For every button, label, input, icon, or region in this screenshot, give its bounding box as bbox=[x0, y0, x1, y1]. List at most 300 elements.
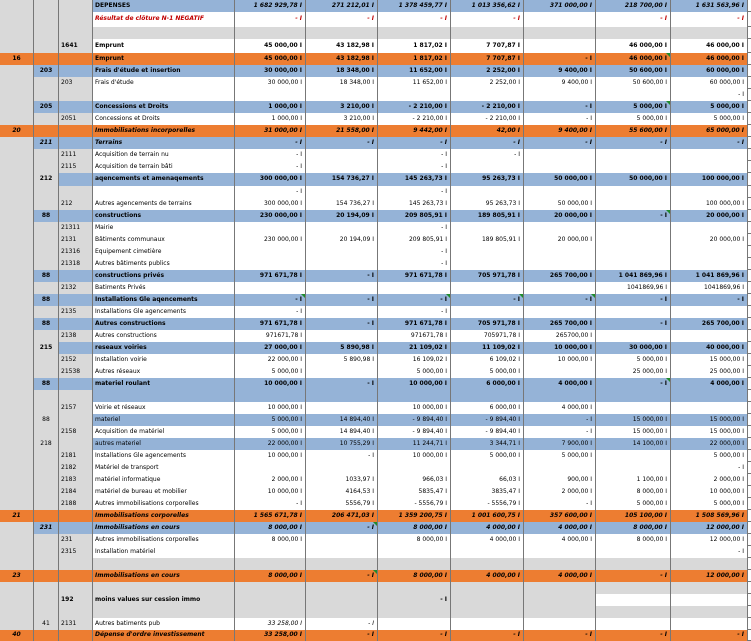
table-cell[interactable] bbox=[524, 582, 596, 594]
table-cell[interactable]: 900,00 I bbox=[524, 474, 596, 486]
table-cell[interactable]: 10 000,00 I bbox=[524, 354, 596, 366]
table-cell[interactable] bbox=[524, 594, 596, 606]
table-cell[interactable]: 50 000,00 I bbox=[524, 173, 596, 186]
table-cell[interactable]: - I bbox=[524, 630, 596, 641]
table-cell[interactable] bbox=[235, 546, 306, 558]
table-cell[interactable]: 8 000,00 I bbox=[596, 522, 671, 534]
table-cell[interactable]: 10 000,00 I bbox=[235, 402, 306, 414]
table-cell[interactable] bbox=[451, 258, 524, 270]
table-cell[interactable] bbox=[59, 101, 93, 113]
table-cell[interactable]: 1033,97 I bbox=[306, 474, 378, 486]
table-cell[interactable]: 145 263,73 I bbox=[378, 173, 451, 186]
table-cell[interactable]: 10 000,00 I bbox=[235, 486, 306, 498]
table-cell[interactable]: - I bbox=[235, 12, 306, 27]
table-cell[interactable] bbox=[59, 27, 93, 39]
table-cell[interactable] bbox=[34, 606, 59, 618]
table-cell[interactable]: 5 000,00 I bbox=[671, 101, 748, 113]
table-cell[interactable]: - I bbox=[596, 12, 671, 27]
table-cell[interactable] bbox=[0, 378, 34, 390]
table-cell[interactable]: 10 000,00 I bbox=[235, 450, 306, 462]
table-cell[interactable]: 231 bbox=[59, 534, 93, 546]
table-cell[interactable]: - I bbox=[524, 53, 596, 65]
table-cell[interactable]: Concessions et Droits bbox=[93, 113, 235, 125]
table-cell[interactable]: 4 000,00 I bbox=[524, 570, 596, 582]
table-cell[interactable] bbox=[235, 282, 306, 294]
table-cell[interactable] bbox=[59, 630, 93, 641]
table-cell[interactable]: - I bbox=[378, 630, 451, 641]
table-cell[interactable] bbox=[0, 414, 34, 426]
table-cell[interactable]: 50 000,00 I bbox=[524, 198, 596, 210]
table-cell[interactable]: Mairie bbox=[93, 222, 235, 234]
table-cell[interactable] bbox=[596, 234, 671, 246]
table-cell[interactable] bbox=[34, 27, 59, 39]
table-cell[interactable]: 10 755,29 I bbox=[306, 438, 378, 450]
table-cell[interactable] bbox=[34, 198, 59, 210]
table-cell[interactable] bbox=[671, 618, 748, 630]
table-cell[interactable]: - I bbox=[596, 630, 671, 641]
table-cell[interactable] bbox=[671, 161, 748, 173]
table-cell[interactable]: - 2 210,00 I bbox=[378, 101, 451, 113]
table-cell[interactable]: 33 258,00 I bbox=[235, 630, 306, 641]
table-cell[interactable] bbox=[34, 0, 59, 12]
table-cell[interactable]: 60 000,00 I bbox=[671, 77, 748, 89]
table-cell[interactable]: - 9 894,40 I bbox=[451, 414, 524, 426]
table-cell[interactable] bbox=[524, 606, 596, 618]
table-cell[interactable] bbox=[596, 306, 671, 318]
table-cell[interactable] bbox=[235, 594, 306, 606]
table-cell[interactable] bbox=[524, 390, 596, 402]
table-cell[interactable]: - I bbox=[524, 498, 596, 510]
table-cell[interactable]: 4 000,00 I bbox=[524, 522, 596, 534]
table-cell[interactable] bbox=[34, 89, 59, 101]
table-cell[interactable]: - I bbox=[306, 618, 378, 630]
table-cell[interactable]: - I bbox=[306, 378, 378, 390]
table-cell[interactable]: 16 bbox=[0, 53, 34, 65]
table-cell[interactable] bbox=[378, 582, 451, 594]
table-cell[interactable]: 8 000,00 I bbox=[235, 534, 306, 546]
table-cell[interactable]: 5 890,98 I bbox=[306, 342, 378, 354]
table-cell[interactable]: 10 000,00 I bbox=[235, 378, 306, 390]
table-cell[interactable] bbox=[671, 402, 748, 414]
table-cell[interactable] bbox=[34, 594, 59, 606]
table-cell[interactable]: 45 000,00 I bbox=[235, 39, 306, 53]
table-cell[interactable]: materiel bbox=[93, 414, 235, 426]
table-cell[interactable]: 2115 bbox=[59, 161, 93, 173]
table-cell[interactable] bbox=[524, 306, 596, 318]
table-cell[interactable]: 971 671,78 I bbox=[378, 270, 451, 282]
table-cell[interactable]: constructions bbox=[93, 210, 235, 222]
table-cell[interactable]: 43 182,98 I bbox=[306, 53, 378, 65]
table-cell[interactable]: 5 000,00 I bbox=[235, 414, 306, 426]
table-cell[interactable]: 11 244,71 I bbox=[378, 438, 451, 450]
table-cell[interactable]: - I bbox=[378, 594, 451, 606]
table-cell[interactable]: - I bbox=[378, 12, 451, 27]
table-cell[interactable] bbox=[451, 546, 524, 558]
table-cell[interactable]: 30 000,00 I bbox=[235, 65, 306, 77]
table-cell[interactable]: 2131 bbox=[59, 234, 93, 246]
table-cell[interactable] bbox=[34, 390, 59, 402]
table-cell[interactable] bbox=[451, 282, 524, 294]
table-cell[interactable]: Autres constructions bbox=[93, 330, 235, 342]
table-cell[interactable]: 4 000,00 I bbox=[451, 534, 524, 546]
table-cell[interactable] bbox=[59, 270, 93, 282]
table-cell[interactable]: 50 600,00 I bbox=[596, 77, 671, 89]
table-cell[interactable]: - I bbox=[596, 137, 671, 149]
table-cell[interactable] bbox=[34, 558, 59, 570]
table-cell[interactable]: 5 000,00 I bbox=[451, 366, 524, 378]
table-cell[interactable]: 25 000,00 I bbox=[671, 366, 748, 378]
table-cell[interactable] bbox=[378, 618, 451, 630]
table-cell[interactable]: 230 000,00 I bbox=[235, 234, 306, 246]
table-cell[interactable]: 18 348,00 I bbox=[306, 65, 378, 77]
table-cell[interactable] bbox=[306, 282, 378, 294]
table-cell[interactable] bbox=[596, 27, 671, 39]
table-cell[interactable] bbox=[93, 186, 235, 198]
table-cell[interactable]: - I bbox=[451, 294, 524, 306]
table-cell[interactable]: - 5556,79 I bbox=[451, 498, 524, 510]
table-cell[interactable]: 8 000,00 I bbox=[235, 522, 306, 534]
table-cell[interactable]: - 2 210,00 I bbox=[451, 101, 524, 113]
table-cell[interactable]: 271 212,01 I bbox=[306, 0, 378, 12]
table-cell[interactable] bbox=[596, 330, 671, 342]
table-cell[interactable]: - I bbox=[671, 630, 748, 641]
table-cell[interactable]: Matériel de transport bbox=[93, 462, 235, 474]
table-cell[interactable]: 6 000,00 I bbox=[451, 402, 524, 414]
table-cell[interactable] bbox=[524, 161, 596, 173]
table-cell[interactable]: 205 bbox=[34, 101, 59, 113]
table-cell[interactable]: 4 000,00 I bbox=[451, 522, 524, 534]
table-cell[interactable]: 46 000,00 I bbox=[671, 53, 748, 65]
table-cell[interactable]: 1 041 869,96 I bbox=[596, 270, 671, 282]
table-cell[interactable] bbox=[671, 330, 748, 342]
table-cell[interactable] bbox=[34, 498, 59, 510]
table-cell[interactable]: 8 000,00 I bbox=[235, 570, 306, 582]
table-cell[interactable]: Installation voirie bbox=[93, 354, 235, 366]
table-cell[interactable] bbox=[0, 27, 34, 39]
table-cell[interactable]: 145 263,73 I bbox=[378, 198, 451, 210]
table-cell[interactable] bbox=[34, 366, 59, 378]
table-cell[interactable]: 203 bbox=[34, 65, 59, 77]
table-cell[interactable]: 265700,00 I bbox=[524, 330, 596, 342]
table-cell[interactable]: - I bbox=[671, 546, 748, 558]
table-cell[interactable]: 300 000,00 I bbox=[235, 173, 306, 186]
table-cell[interactable] bbox=[596, 606, 671, 618]
table-cell[interactable] bbox=[306, 258, 378, 270]
table-cell[interactable] bbox=[34, 546, 59, 558]
table-cell[interactable]: 4 000,00 I bbox=[671, 378, 748, 390]
table-cell[interactable]: 15 000,00 I bbox=[671, 354, 748, 366]
table-cell[interactable] bbox=[0, 306, 34, 318]
table-cell[interactable]: 215 bbox=[34, 342, 59, 354]
table-cell[interactable]: 2158 bbox=[59, 426, 93, 438]
table-cell[interactable]: Autres constructions bbox=[93, 318, 235, 330]
table-cell[interactable] bbox=[34, 113, 59, 125]
table-cell[interactable]: 1 682 929,78 I bbox=[235, 0, 306, 12]
table-cell[interactable]: Acquisition de matériel bbox=[93, 426, 235, 438]
table-cell[interactable]: 1 508 569,96 I bbox=[671, 510, 748, 522]
table-cell[interactable] bbox=[93, 558, 235, 570]
table-cell[interactable]: - I bbox=[596, 294, 671, 306]
table-cell[interactable]: - I bbox=[671, 462, 748, 474]
table-cell[interactable]: 7 900,00 I bbox=[524, 438, 596, 450]
table-cell[interactable]: 9 400,00 I bbox=[524, 125, 596, 137]
table-cell[interactable]: - 2 210,00 I bbox=[378, 113, 451, 125]
table-cell[interactable]: 6 109,02 I bbox=[451, 354, 524, 366]
table-cell[interactable]: 2188 bbox=[59, 498, 93, 510]
table-cell[interactable]: 5 000,00 I bbox=[671, 498, 748, 510]
table-cell[interactable] bbox=[671, 558, 748, 570]
table-cell[interactable]: 1 000,00 I bbox=[235, 113, 306, 125]
table-cell[interactable] bbox=[671, 606, 748, 618]
table-cell[interactable]: 212 bbox=[34, 173, 59, 186]
table-cell[interactable] bbox=[34, 354, 59, 366]
table-cell[interactable] bbox=[59, 414, 93, 426]
table-cell[interactable] bbox=[596, 222, 671, 234]
table-cell[interactable] bbox=[524, 12, 596, 27]
table-cell[interactable] bbox=[0, 582, 34, 594]
table-cell[interactable]: Immobilisations en cours bbox=[93, 522, 235, 534]
table-cell[interactable]: Autres batiments pub bbox=[93, 618, 235, 630]
table-cell[interactable]: 46 000,00 I bbox=[671, 39, 748, 53]
table-cell[interactable]: 23 bbox=[0, 570, 34, 582]
table-cell[interactable]: 209 805,91 I bbox=[378, 210, 451, 222]
table-cell[interactable]: 971671,78 I bbox=[235, 330, 306, 342]
table-cell[interactable]: 20 bbox=[0, 125, 34, 137]
table-cell[interactable]: 18 348,00 I bbox=[306, 77, 378, 89]
table-cell[interactable]: - I bbox=[378, 246, 451, 258]
table-cell[interactable]: 50 600,00 I bbox=[596, 65, 671, 77]
table-cell[interactable] bbox=[34, 53, 59, 65]
table-cell[interactable]: 10 000,00 I bbox=[378, 378, 451, 390]
table-cell[interactable] bbox=[451, 558, 524, 570]
table-cell[interactable]: 30 000,00 I bbox=[596, 342, 671, 354]
table-cell[interactable]: 21 558,00 I bbox=[306, 125, 378, 137]
table-cell[interactable] bbox=[451, 246, 524, 258]
table-cell[interactable] bbox=[34, 486, 59, 498]
table-cell[interactable] bbox=[671, 246, 748, 258]
table-cell[interactable]: Autres bâtiments publics bbox=[93, 258, 235, 270]
table-cell[interactable] bbox=[93, 606, 235, 618]
table-cell[interactable]: 30 000,00 I bbox=[235, 77, 306, 89]
table-cell[interactable] bbox=[235, 558, 306, 570]
table-cell[interactable]: 8 000,00 I bbox=[596, 534, 671, 546]
table-cell[interactable]: 22 000,00 I bbox=[235, 354, 306, 366]
table-cell[interactable] bbox=[34, 402, 59, 414]
table-cell[interactable]: 971 671,78 I bbox=[235, 318, 306, 330]
table-cell[interactable]: 265 700,00 I bbox=[524, 318, 596, 330]
table-cell[interactable] bbox=[0, 137, 34, 149]
table-cell[interactable]: materiel roulant bbox=[93, 378, 235, 390]
table-cell[interactable] bbox=[451, 606, 524, 618]
table-cell[interactable] bbox=[524, 246, 596, 258]
table-cell[interactable] bbox=[306, 149, 378, 161]
table-cell[interactable]: 3 210,00 I bbox=[306, 101, 378, 113]
table-cell[interactable]: - I bbox=[306, 137, 378, 149]
table-cell[interactable] bbox=[306, 306, 378, 318]
table-cell[interactable]: - 2 210,00 I bbox=[451, 113, 524, 125]
table-cell[interactable] bbox=[59, 53, 93, 65]
table-cell[interactable] bbox=[306, 27, 378, 39]
table-cell[interactable]: 5 000,00 I bbox=[451, 450, 524, 462]
table-cell[interactable] bbox=[59, 125, 93, 137]
table-cell[interactable]: - I bbox=[306, 450, 378, 462]
table-cell[interactable]: - I bbox=[524, 137, 596, 149]
table-cell[interactable] bbox=[0, 426, 34, 438]
table-cell[interactable] bbox=[59, 558, 93, 570]
table-cell[interactable]: 2183 bbox=[59, 474, 93, 486]
table-cell[interactable] bbox=[306, 366, 378, 378]
table-cell[interactable] bbox=[235, 27, 306, 39]
table-cell[interactable] bbox=[34, 222, 59, 234]
table-cell[interactable]: 971671,78 I bbox=[378, 330, 451, 342]
table-cell[interactable]: 40 000,00 I bbox=[671, 342, 748, 354]
table-cell[interactable]: - I bbox=[306, 318, 378, 330]
table-cell[interactable]: - I bbox=[235, 294, 306, 306]
table-cell[interactable]: 12 000,00 I bbox=[671, 534, 748, 546]
table-cell[interactable] bbox=[34, 282, 59, 294]
table-cell[interactable] bbox=[306, 582, 378, 594]
table-cell[interactable]: 1 041 869,96 I bbox=[671, 270, 748, 282]
table-cell[interactable]: 2152 bbox=[59, 354, 93, 366]
table-cell[interactable] bbox=[451, 618, 524, 630]
table-cell[interactable] bbox=[59, 390, 93, 402]
table-cell[interactable]: 1041869,96 I bbox=[671, 282, 748, 294]
table-cell[interactable]: 7 707,87 I bbox=[451, 39, 524, 53]
table-cell[interactable]: - I bbox=[596, 570, 671, 582]
table-cell[interactable]: 14 894,40 I bbox=[306, 414, 378, 426]
table-cell[interactable] bbox=[671, 306, 748, 318]
table-cell[interactable] bbox=[59, 438, 93, 450]
table-cell[interactable] bbox=[524, 258, 596, 270]
table-cell[interactable] bbox=[34, 582, 59, 594]
table-cell[interactable]: 2132 bbox=[59, 282, 93, 294]
table-cell[interactable]: Voirie et réseaux bbox=[93, 402, 235, 414]
table-cell[interactable]: 192 bbox=[59, 594, 93, 606]
table-cell[interactable]: 265 700,00 I bbox=[671, 318, 748, 330]
table-cell[interactable] bbox=[524, 282, 596, 294]
table-cell[interactable] bbox=[306, 546, 378, 558]
table-cell[interactable]: Equipement cimetière bbox=[93, 246, 235, 258]
table-cell[interactable]: 22 000,00 I bbox=[235, 438, 306, 450]
table-cell[interactable] bbox=[59, 12, 93, 27]
table-cell[interactable] bbox=[671, 390, 748, 402]
table-cell[interactable] bbox=[59, 510, 93, 522]
table-cell[interactable] bbox=[596, 462, 671, 474]
table-cell[interactable]: 21316 bbox=[59, 246, 93, 258]
table-cell[interactable] bbox=[524, 39, 596, 53]
table-cell[interactable]: 7 707,87 I bbox=[451, 53, 524, 65]
table-cell[interactable]: Bâtiments communaux bbox=[93, 234, 235, 246]
table-cell[interactable]: 10 000,00 I bbox=[524, 342, 596, 354]
table-cell[interactable] bbox=[235, 390, 306, 402]
table-cell[interactable]: Autres immobilisations corporelles bbox=[93, 534, 235, 546]
table-cell[interactable] bbox=[0, 113, 34, 125]
table-cell[interactable] bbox=[235, 246, 306, 258]
table-cell[interactable] bbox=[0, 234, 34, 246]
table-cell[interactable] bbox=[0, 210, 34, 222]
table-cell[interactable]: - 9 894,40 I bbox=[378, 426, 451, 438]
table-cell[interactable] bbox=[596, 546, 671, 558]
table-cell[interactable]: 971 671,78 I bbox=[378, 318, 451, 330]
table-cell[interactable]: 2 252,00 I bbox=[451, 65, 524, 77]
table-cell[interactable]: 22 000,00 I bbox=[671, 438, 748, 450]
table-cell[interactable]: 16 109,02 I bbox=[378, 354, 451, 366]
table-cell[interactable] bbox=[34, 534, 59, 546]
table-cell[interactable] bbox=[0, 522, 34, 534]
table-cell[interactable]: - I bbox=[306, 270, 378, 282]
table-cell[interactable] bbox=[596, 390, 671, 402]
table-cell[interactable]: 2 000,00 I bbox=[235, 474, 306, 486]
table-cell[interactable]: 1 817,02 I bbox=[378, 39, 451, 53]
table-cell[interactable]: - I bbox=[235, 137, 306, 149]
table-cell[interactable]: - I bbox=[378, 149, 451, 161]
table-cell[interactable] bbox=[306, 558, 378, 570]
table-cell[interactable]: 971 671,78 I bbox=[235, 270, 306, 282]
table-cell[interactable]: 46 000,00 I bbox=[596, 39, 671, 53]
table-cell[interactable]: 211 bbox=[34, 137, 59, 149]
table-cell[interactable] bbox=[306, 594, 378, 606]
table-cell[interactable]: - I bbox=[671, 294, 748, 306]
table-cell[interactable] bbox=[524, 149, 596, 161]
table-cell[interactable] bbox=[0, 342, 34, 354]
table-cell[interactable] bbox=[59, 522, 93, 534]
table-cell[interactable]: - 9 894,40 I bbox=[451, 426, 524, 438]
table-cell[interactable] bbox=[0, 270, 34, 282]
table-cell[interactable]: - I bbox=[306, 522, 378, 534]
table-cell[interactable]: 15 000,00 I bbox=[671, 426, 748, 438]
table-cell[interactable] bbox=[0, 486, 34, 498]
table-cell[interactable]: 230 000,00 I bbox=[235, 210, 306, 222]
table-cell[interactable]: - I bbox=[596, 318, 671, 330]
table-cell[interactable]: - I bbox=[596, 378, 671, 390]
table-cell[interactable] bbox=[0, 173, 34, 186]
table-cell[interactable] bbox=[306, 330, 378, 342]
table-cell[interactable]: Acquisition de terrain bâti bbox=[93, 161, 235, 173]
table-cell[interactable] bbox=[0, 198, 34, 210]
table-cell[interactable]: 2131 bbox=[59, 618, 93, 630]
table-cell[interactable]: 189 805,91 I bbox=[451, 234, 524, 246]
table-cell[interactable]: 8 000,00 I bbox=[378, 534, 451, 546]
table-cell[interactable]: 5 000,00 I bbox=[378, 366, 451, 378]
table-cell[interactable]: - I bbox=[306, 12, 378, 27]
table-cell[interactable] bbox=[451, 306, 524, 318]
table-cell[interactable]: 60 000,00 I bbox=[671, 65, 748, 77]
table-cell[interactable]: 4 000,00 I bbox=[524, 534, 596, 546]
table-cell[interactable] bbox=[596, 246, 671, 258]
table-cell[interactable] bbox=[59, 210, 93, 222]
table-cell[interactable] bbox=[0, 149, 34, 161]
table-cell[interactable] bbox=[378, 606, 451, 618]
table-cell[interactable]: 1 000,00 I bbox=[235, 101, 306, 113]
table-cell[interactable] bbox=[34, 125, 59, 137]
table-cell[interactable]: 95 263,73 I bbox=[451, 173, 524, 186]
table-cell[interactable] bbox=[34, 570, 59, 582]
table-cell[interactable] bbox=[0, 498, 34, 510]
table-cell[interactable]: Autres agencements de terrains bbox=[93, 198, 235, 210]
table-cell[interactable]: 21318 bbox=[59, 258, 93, 270]
table-cell[interactable]: 357 600,00 I bbox=[524, 510, 596, 522]
table-cell[interactable]: 8 000,00 I bbox=[596, 486, 671, 498]
table-cell[interactable]: - I bbox=[378, 161, 451, 173]
table-cell[interactable] bbox=[0, 354, 34, 366]
table-cell[interactable] bbox=[306, 402, 378, 414]
table-cell[interactable] bbox=[378, 546, 451, 558]
table-cell[interactable] bbox=[34, 426, 59, 438]
table-cell[interactable]: - I bbox=[235, 498, 306, 510]
table-cell[interactable]: 154 736,27 I bbox=[306, 198, 378, 210]
table-cell[interactable] bbox=[451, 186, 524, 198]
table-cell[interactable]: 21 bbox=[0, 510, 34, 522]
